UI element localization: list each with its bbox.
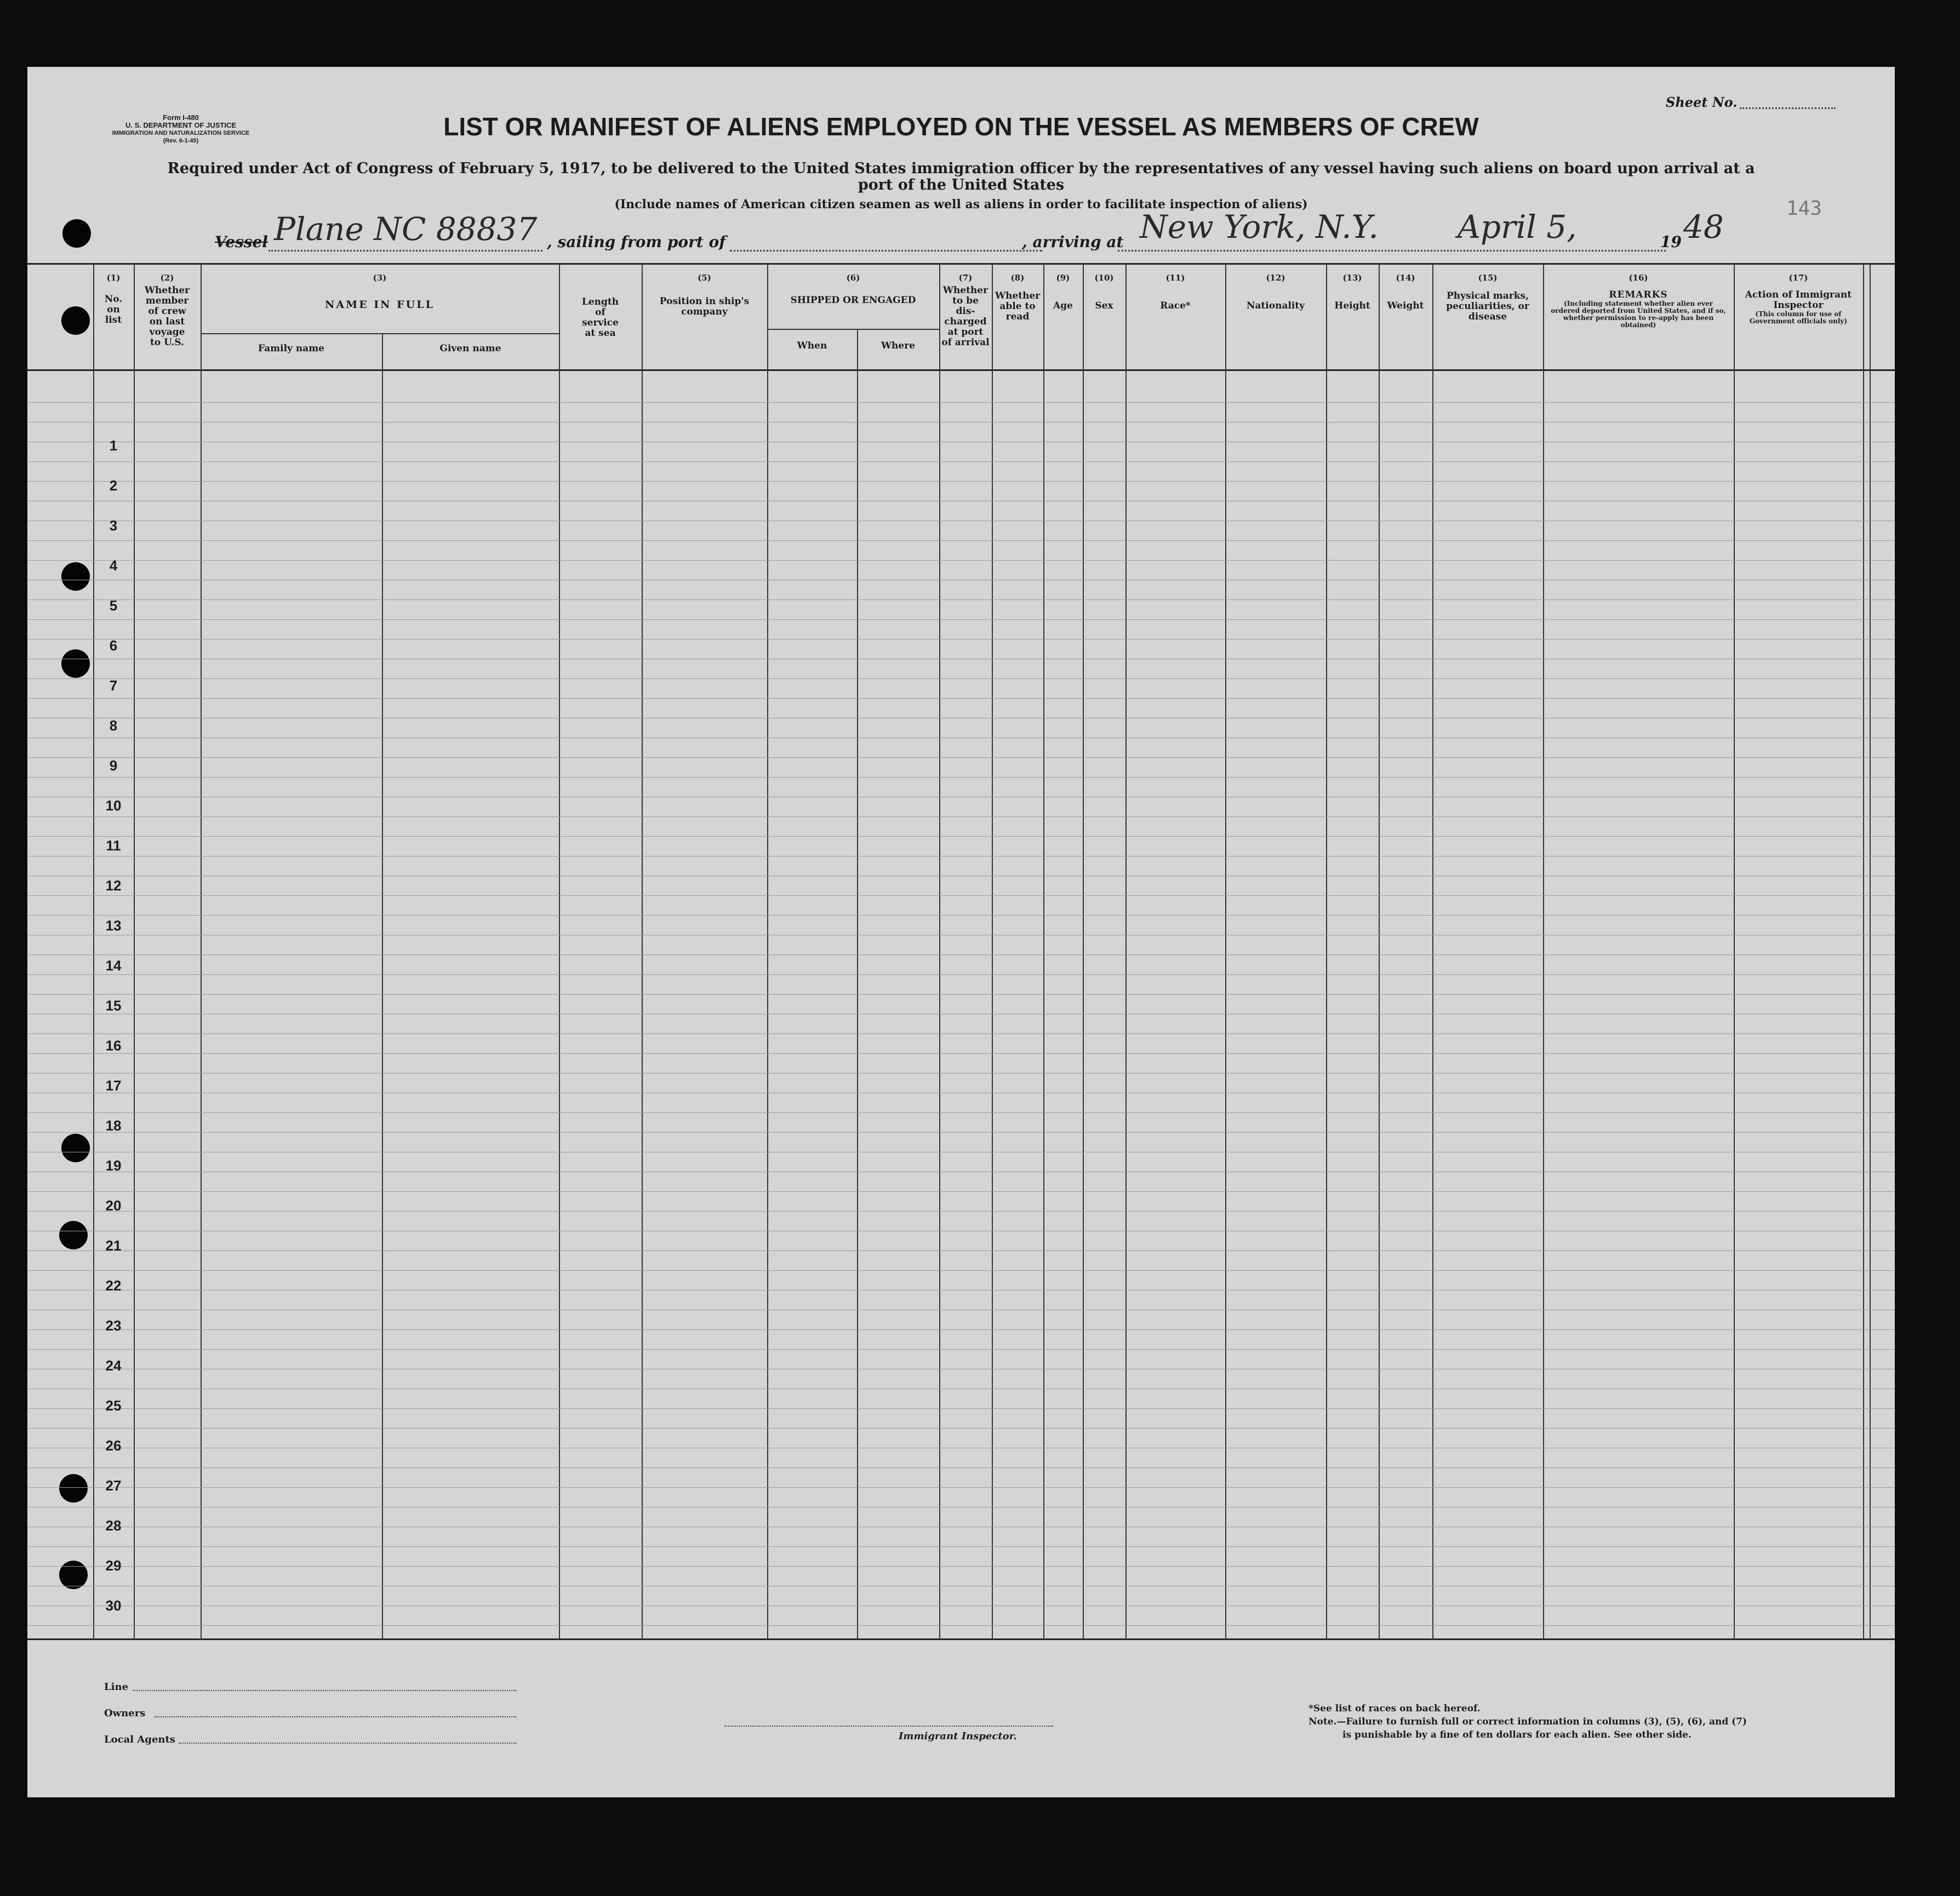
row-number: 4	[109, 557, 118, 574]
col12-header: (12) Nationality	[1246, 273, 1305, 311]
punch-hole	[61, 306, 90, 335]
row-number: 7	[109, 677, 118, 694]
table-bottom-border	[27, 1638, 1895, 1640]
ruled-line	[27, 402, 1895, 403]
form-department: U. S. DEPARTMENT OF JUSTICE	[125, 121, 236, 129]
row-number: 13	[105, 917, 122, 934]
col5-header: (5) Position in ship's company	[659, 273, 750, 317]
arriving-label: , arriving at	[1022, 233, 1124, 251]
vessel-value[interactable]: Plane NC 88837	[274, 210, 538, 248]
ruled-line	[27, 461, 1895, 462]
ruled-line	[27, 1467, 1895, 1468]
line-label: Line	[104, 1681, 129, 1693]
col13-header: (13) Height	[1334, 273, 1370, 311]
sheet-number-field[interactable]	[1740, 107, 1836, 109]
table-top-border	[27, 263, 1895, 265]
ruled-line	[27, 1132, 1895, 1133]
row-number: 19	[105, 1157, 122, 1174]
ruled-line	[27, 1408, 1895, 1409]
owners-label: Owners	[104, 1707, 146, 1719]
row-number: 20	[105, 1197, 122, 1214]
row-number: 18	[105, 1117, 122, 1134]
ruled-line	[27, 698, 1895, 699]
col11-header: (11) Race*	[1160, 273, 1191, 311]
row-number: 12	[105, 877, 122, 894]
col6-where-header: Where	[881, 340, 916, 351]
form-revision: (Rev. 6-1-45)	[163, 138, 199, 144]
year-value[interactable]: 48	[1683, 208, 1724, 245]
row-number: 1	[109, 437, 118, 454]
ruled-line	[27, 1566, 1895, 1567]
ruled-line	[27, 619, 1895, 620]
row-number: 5	[109, 597, 118, 614]
ruled-line	[27, 1211, 1895, 1212]
table-header-bottom	[27, 369, 1895, 371]
col3-header: (3) NAME IN FULL	[325, 273, 435, 311]
ruled-line	[27, 540, 1895, 541]
arriving-field-line	[1118, 250, 1666, 252]
ruled-line	[27, 1349, 1895, 1350]
row-number: 25	[105, 1397, 122, 1414]
col8-header: (8) Whether able to read	[995, 273, 1041, 322]
subtitle-note: (Include names of American citizen seamen as well as aliens in order to facilitate inspection of aliens)	[614, 197, 1308, 212]
ruled-line	[27, 481, 1895, 482]
ruled-line	[27, 1546, 1895, 1547]
col9-header: (9) Age	[1053, 273, 1073, 311]
row-number: 21	[105, 1237, 122, 1254]
col14-header: (14) Weight	[1387, 273, 1424, 311]
sailing-field[interactable]	[730, 250, 1042, 252]
row-number: 16	[105, 1037, 122, 1054]
ruled-line	[27, 1329, 1895, 1330]
penalty-note-line1: Note.—Failure to furnish full or correct information in columns (3), (5), (6), and (7)	[1308, 1716, 1747, 1727]
row-number: 10	[105, 797, 122, 814]
col1-header: (1) No. on list	[104, 273, 123, 325]
col2-header: (2) Whether member of crew on last voyage to U.S.	[144, 273, 190, 348]
row-number: 9	[109, 757, 118, 774]
ruled-line	[27, 599, 1895, 600]
vessel-field-line	[268, 250, 542, 252]
ruled-line	[27, 1053, 1895, 1054]
row-number: 15	[105, 997, 122, 1014]
row-number: 8	[109, 717, 118, 734]
ruled-line	[27, 757, 1895, 758]
col10-header: (10) Sex	[1094, 273, 1114, 311]
sheet-number-label: Sheet No.	[1666, 94, 1738, 110]
page-stamp: 143	[1786, 197, 1822, 220]
year-prefix: 19	[1660, 233, 1682, 251]
row-number: 23	[105, 1317, 122, 1334]
col7-header: (7) Whether to be dis-charged at port of arrival	[941, 273, 990, 348]
penalty-note-line2: is punishable by a fine of ten dollars for each alien. See other side.	[1342, 1729, 1692, 1740]
col3-given-header: Given name	[439, 343, 501, 354]
subtitle-line1: Required under Act of Congress of February 5, 1917, to be delivered to the United States immigration officer by the representatives of any vessel having such aliens on board upon arrival at a	[167, 160, 1755, 177]
row-number: 17	[105, 1077, 122, 1094]
col6-header: (6) SHIPPED OR ENGAGED	[790, 273, 916, 306]
inspector-label: Immigrant Inspector.	[899, 1731, 1017, 1742]
ruled-line	[27, 1250, 1895, 1251]
col16-header: (16) REMARKS (Including statement whether alien ever ordered deported from United States, and if so, whether permission to re-apply has been obtained)	[1551, 273, 1726, 329]
form-service: IMMIGRATION AND NATURALIZATION SERVICE	[112, 130, 250, 136]
ruled-line	[27, 915, 1895, 916]
row-number: 11	[106, 837, 121, 854]
row-number: 26	[105, 1437, 122, 1454]
col17-header: (17) Action of Immigrant Inspector (This column for use of Government officials only)	[1745, 273, 1852, 325]
inspector-signature-field[interactable]	[724, 1726, 1053, 1727]
row-number: 27	[105, 1477, 122, 1494]
col3-family-header: Family name	[258, 343, 325, 354]
col4-header: Length of service at sea	[581, 296, 619, 339]
page-title: LIST OR MANIFEST OF ALIENS EMPLOYED ON THE VESSEL AS MEMBERS OF CREW	[443, 112, 1479, 141]
shipped-subheader-rule	[767, 329, 940, 330]
ruled-line	[27, 1112, 1895, 1113]
ruled-line	[27, 777, 1895, 778]
ruled-line	[27, 1625, 1895, 1626]
row-number: 2	[109, 477, 118, 494]
ruled-line	[27, 816, 1895, 817]
ruled-line	[27, 1191, 1895, 1192]
col15-header: (15) Physical marks, peculiarities, or disease	[1446, 273, 1529, 322]
date-value[interactable]: April 5,	[1458, 208, 1577, 245]
vessel-label: Vessel	[215, 233, 268, 251]
row-number: 6	[109, 637, 118, 654]
local-agents-label: Local Agents	[104, 1734, 175, 1745]
ruled-line	[27, 994, 1895, 995]
ruled-line	[27, 1487, 1895, 1488]
crew-list-body	[27, 372, 1895, 1638]
sailing-label: , sailing from port of	[547, 233, 726, 251]
line-field[interactable]	[133, 1690, 516, 1691]
ruled-line	[27, 1033, 1895, 1034]
subtitle-line2: port of the United States	[858, 176, 1065, 193]
ruled-line	[27, 678, 1895, 679]
name-subheader-rule	[201, 333, 560, 334]
local-agents-field[interactable]	[179, 1743, 516, 1744]
ruled-line	[27, 1428, 1895, 1429]
row-number: 14	[105, 957, 122, 974]
row-number: 28	[105, 1517, 122, 1534]
ruled-line	[27, 974, 1895, 975]
row-number: 30	[105, 1597, 122, 1614]
ruled-line	[27, 895, 1895, 896]
race-note: *See list of races on back hereof.	[1308, 1703, 1481, 1714]
row-number: 3	[109, 517, 118, 534]
arriving-value[interactable]: New York, N.Y.	[1140, 208, 1379, 245]
row-number: 29	[105, 1557, 122, 1574]
manifest-sheet	[27, 67, 1895, 1797]
row-number: 22	[105, 1277, 122, 1294]
ruled-line	[27, 1270, 1895, 1271]
col6-when-header: When	[797, 340, 827, 351]
row-number: 24	[105, 1357, 122, 1374]
punch-hole	[62, 219, 91, 248]
ruled-line	[27, 560, 1895, 561]
owners-field[interactable]	[155, 1716, 516, 1717]
ruled-line	[27, 836, 1895, 837]
form-number: Form I-480	[163, 113, 199, 122]
